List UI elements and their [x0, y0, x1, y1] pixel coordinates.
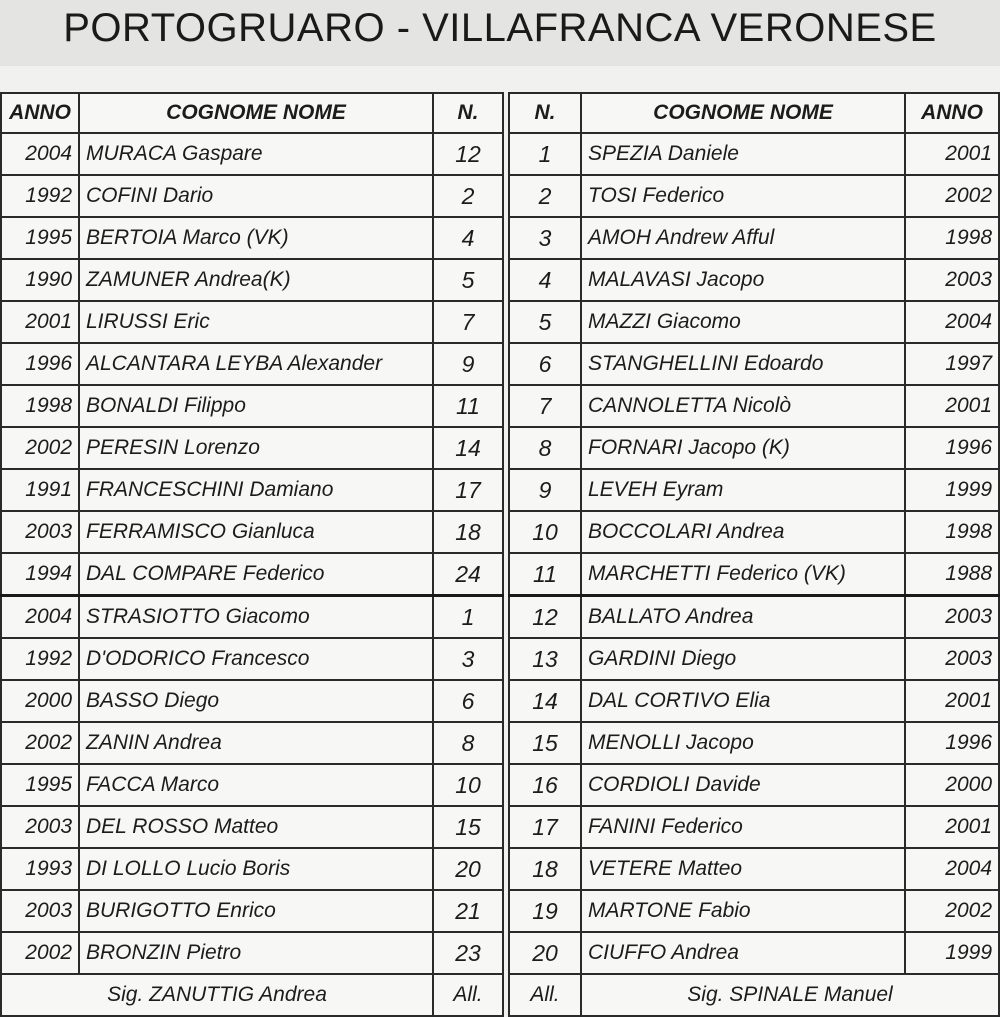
player-birth-year: 2003	[905, 596, 999, 639]
player-name: TOSI Federico	[581, 175, 905, 217]
player-name: FRANCESCHINI Damiano	[79, 469, 433, 511]
away-player-row	[509, 217, 999, 259]
player-birth-year: 2002	[1, 722, 79, 764]
away-header-row	[509, 93, 999, 133]
home-player-row	[1, 722, 503, 764]
away-coach-name: Sig. SPINALE Manuel	[581, 974, 999, 1016]
home-team-table	[0, 92, 504, 1017]
shirt-number: 17	[509, 806, 581, 848]
player-birth-year: 1996	[905, 722, 999, 764]
shirt-number: 8	[433, 722, 503, 764]
player-name: MALAVASI Jacopo	[581, 259, 905, 301]
home-player-row	[1, 764, 503, 806]
shirt-number: 3	[433, 638, 503, 680]
player-name: PERESIN Lorenzo	[79, 427, 433, 469]
player-birth-year: 1993	[1, 848, 79, 890]
away-player-row	[509, 680, 999, 722]
player-birth-year: 2002	[905, 175, 999, 217]
shirt-number: 24	[433, 553, 503, 596]
away-team-table	[508, 92, 1000, 1017]
away-player-row	[509, 932, 999, 974]
away-number-header: N.	[509, 93, 581, 133]
player-birth-year: 1992	[1, 175, 79, 217]
home-year-header: ANNO	[1, 93, 79, 133]
shirt-number: 6	[509, 343, 581, 385]
player-birth-year: 1999	[905, 469, 999, 511]
player-birth-year: 2002	[1, 427, 79, 469]
player-birth-year: 2001	[905, 133, 999, 175]
player-name: BASSO Diego	[79, 680, 433, 722]
away-player-list	[509, 133, 999, 974]
shirt-number: 15	[433, 806, 503, 848]
away-player-row	[509, 848, 999, 890]
player-name: SPEZIA Daniele	[581, 133, 905, 175]
player-name: BURIGOTTO Enrico	[79, 890, 433, 932]
player-birth-year: 1998	[905, 511, 999, 553]
player-birth-year: 2002	[1, 932, 79, 974]
shirt-number: 14	[433, 427, 503, 469]
home-player-row	[1, 301, 503, 343]
home-player-row	[1, 427, 503, 469]
away-player-row	[509, 427, 999, 469]
player-name: MARCHETTI Federico (VK)	[581, 553, 905, 596]
player-birth-year: 2003	[905, 259, 999, 301]
home-player-row	[1, 638, 503, 680]
home-player-row	[1, 469, 503, 511]
away-player-row	[509, 722, 999, 764]
away-player-row	[509, 301, 999, 343]
shirt-number: 4	[433, 217, 503, 259]
shirt-number: 7	[433, 301, 503, 343]
home-player-row	[1, 848, 503, 890]
player-name: MENOLLI Jacopo	[581, 722, 905, 764]
shirt-number: 3	[509, 217, 581, 259]
player-name: DEL ROSSO Matteo	[79, 806, 433, 848]
away-player-row	[509, 385, 999, 427]
home-number-header: N.	[433, 93, 503, 133]
away-player-row	[509, 806, 999, 848]
shirt-number: 11	[433, 385, 503, 427]
player-name: FERRAMISCO Gianluca	[79, 511, 433, 553]
player-name: CORDIOLI Davide	[581, 764, 905, 806]
player-birth-year: 2001	[1, 301, 79, 343]
player-name: CANNOLETTA Nicolò	[581, 385, 905, 427]
shirt-number: 5	[433, 259, 503, 301]
home-player-row	[1, 890, 503, 932]
player-birth-year: 2002	[905, 890, 999, 932]
shirt-number: 2	[433, 175, 503, 217]
player-name: STRASIOTTO Giacomo	[79, 596, 433, 639]
shirt-number: 12	[509, 596, 581, 639]
shirt-number: 19	[509, 890, 581, 932]
player-birth-year: 2001	[905, 385, 999, 427]
away-name-header: COGNOME NOME	[581, 93, 905, 133]
player-name: GARDINI Diego	[581, 638, 905, 680]
player-name: FACCA Marco	[79, 764, 433, 806]
home-coach-row	[1, 974, 503, 1016]
match-title: PORTOGRUARO - VILLAFRANCA VERONESE	[63, 6, 937, 50]
shirt-number: 13	[509, 638, 581, 680]
shirt-number: 1	[433, 596, 503, 639]
home-coach-name: Sig. ZANUTTIG Andrea	[1, 974, 433, 1016]
player-birth-year: 1998	[1, 385, 79, 427]
player-birth-year: 1988	[905, 553, 999, 596]
away-player-row	[509, 553, 999, 596]
player-name: DAL CORTIVO Elia	[581, 680, 905, 722]
away-player-row	[509, 764, 999, 806]
home-player-row	[1, 343, 503, 385]
away-player-row	[509, 469, 999, 511]
player-birth-year: 1996	[1, 343, 79, 385]
shirt-number: 9	[509, 469, 581, 511]
player-birth-year: 2004	[1, 133, 79, 175]
player-birth-year: 2000	[1, 680, 79, 722]
player-birth-year: 2001	[905, 680, 999, 722]
home-player-row	[1, 511, 503, 553]
player-name: FORNARI Jacopo (K)	[581, 427, 905, 469]
shirt-number: 6	[433, 680, 503, 722]
away-player-row	[509, 890, 999, 932]
home-player-row	[1, 806, 503, 848]
player-birth-year: 1995	[1, 217, 79, 259]
player-birth-year: 2003	[1, 806, 79, 848]
away-player-row	[509, 133, 999, 175]
player-birth-year: 2003	[1, 511, 79, 553]
shirt-number: 17	[433, 469, 503, 511]
player-birth-year: 2003	[1, 890, 79, 932]
player-name: VETERE Matteo	[581, 848, 905, 890]
player-name: COFINI Dario	[79, 175, 433, 217]
shirt-number: 2	[509, 175, 581, 217]
player-name: BOCCOLARI Andrea	[581, 511, 905, 553]
away-player-row	[509, 511, 999, 553]
shirt-number: 4	[509, 259, 581, 301]
shirt-number: 11	[509, 553, 581, 596]
player-birth-year: 1996	[905, 427, 999, 469]
title-banner	[0, 0, 1000, 66]
shirt-number: 1	[509, 133, 581, 175]
player-birth-year: 2000	[905, 764, 999, 806]
player-birth-year: 1990	[1, 259, 79, 301]
shirt-number: 8	[509, 427, 581, 469]
player-birth-year: 1991	[1, 469, 79, 511]
shirt-number: 5	[509, 301, 581, 343]
player-birth-year: 2004	[1, 596, 79, 639]
shirt-number: 18	[509, 848, 581, 890]
player-name: ALCANTARA LEYBA Alexander	[79, 343, 433, 385]
home-player-row	[1, 596, 503, 639]
away-coach-label: All.	[509, 974, 581, 1016]
home-player-row	[1, 553, 503, 596]
player-name: LIRUSSI Eric	[79, 301, 433, 343]
player-name: D'ODORICO Francesco	[79, 638, 433, 680]
away-player-row	[509, 259, 999, 301]
player-birth-year: 1998	[905, 217, 999, 259]
away-coach-row	[509, 974, 999, 1016]
shirt-number: 21	[433, 890, 503, 932]
player-name: BRONZIN Pietro	[79, 932, 433, 974]
player-birth-year: 2004	[905, 848, 999, 890]
shirt-number: 12	[433, 133, 503, 175]
player-name: BERTOIA Marco (VK)	[79, 217, 433, 259]
roster-sheet	[0, 92, 1000, 1006]
player-birth-year: 2003	[905, 638, 999, 680]
shirt-number: 14	[509, 680, 581, 722]
player-name: DI LOLLO Lucio Boris	[79, 848, 433, 890]
shirt-number: 16	[509, 764, 581, 806]
home-player-list	[1, 133, 503, 974]
player-birth-year: 1992	[1, 638, 79, 680]
shirt-number: 10	[509, 511, 581, 553]
player-birth-year: 2001	[905, 806, 999, 848]
shirt-number: 7	[509, 385, 581, 427]
player-birth-year: 1994	[1, 553, 79, 596]
player-name: BONALDI Filippo	[79, 385, 433, 427]
away-year-header: ANNO	[905, 93, 999, 133]
player-birth-year: 1995	[1, 764, 79, 806]
player-name: DAL COMPARE Federico	[79, 553, 433, 596]
player-name: FANINI Federico	[581, 806, 905, 848]
player-name: CIUFFO Andrea	[581, 932, 905, 974]
shirt-number: 9	[433, 343, 503, 385]
player-name: ZAMUNER Andrea(K)	[79, 259, 433, 301]
player-name: BALLATO Andrea	[581, 596, 905, 639]
player-name: ZANIN Andrea	[79, 722, 433, 764]
away-player-row	[509, 596, 999, 639]
shirt-number: 18	[433, 511, 503, 553]
home-player-row	[1, 259, 503, 301]
home-player-row	[1, 175, 503, 217]
home-coach-label: All.	[433, 974, 503, 1016]
shirt-number: 20	[509, 932, 581, 974]
player-name: MURACA Gaspare	[79, 133, 433, 175]
player-name: STANGHELLINI Edoardo	[581, 343, 905, 385]
shirt-number: 20	[433, 848, 503, 890]
home-player-row	[1, 217, 503, 259]
home-header-row	[1, 93, 503, 133]
shirt-number: 10	[433, 764, 503, 806]
home-player-row	[1, 932, 503, 974]
home-player-row	[1, 680, 503, 722]
away-player-row	[509, 343, 999, 385]
player-birth-year: 1997	[905, 343, 999, 385]
home-player-row	[1, 133, 503, 175]
away-player-row	[509, 175, 999, 217]
home-player-row	[1, 385, 503, 427]
player-name: MARTONE Fabio	[581, 890, 905, 932]
home-name-header: COGNOME NOME	[79, 93, 433, 133]
player-birth-year: 1999	[905, 932, 999, 974]
player-birth-year: 2004	[905, 301, 999, 343]
shirt-number: 15	[509, 722, 581, 764]
player-name: AMOH Andrew Afful	[581, 217, 905, 259]
player-name: LEVEH Eyram	[581, 469, 905, 511]
shirt-number: 23	[433, 932, 503, 974]
player-name: MAZZI Giacomo	[581, 301, 905, 343]
away-player-row	[509, 638, 999, 680]
